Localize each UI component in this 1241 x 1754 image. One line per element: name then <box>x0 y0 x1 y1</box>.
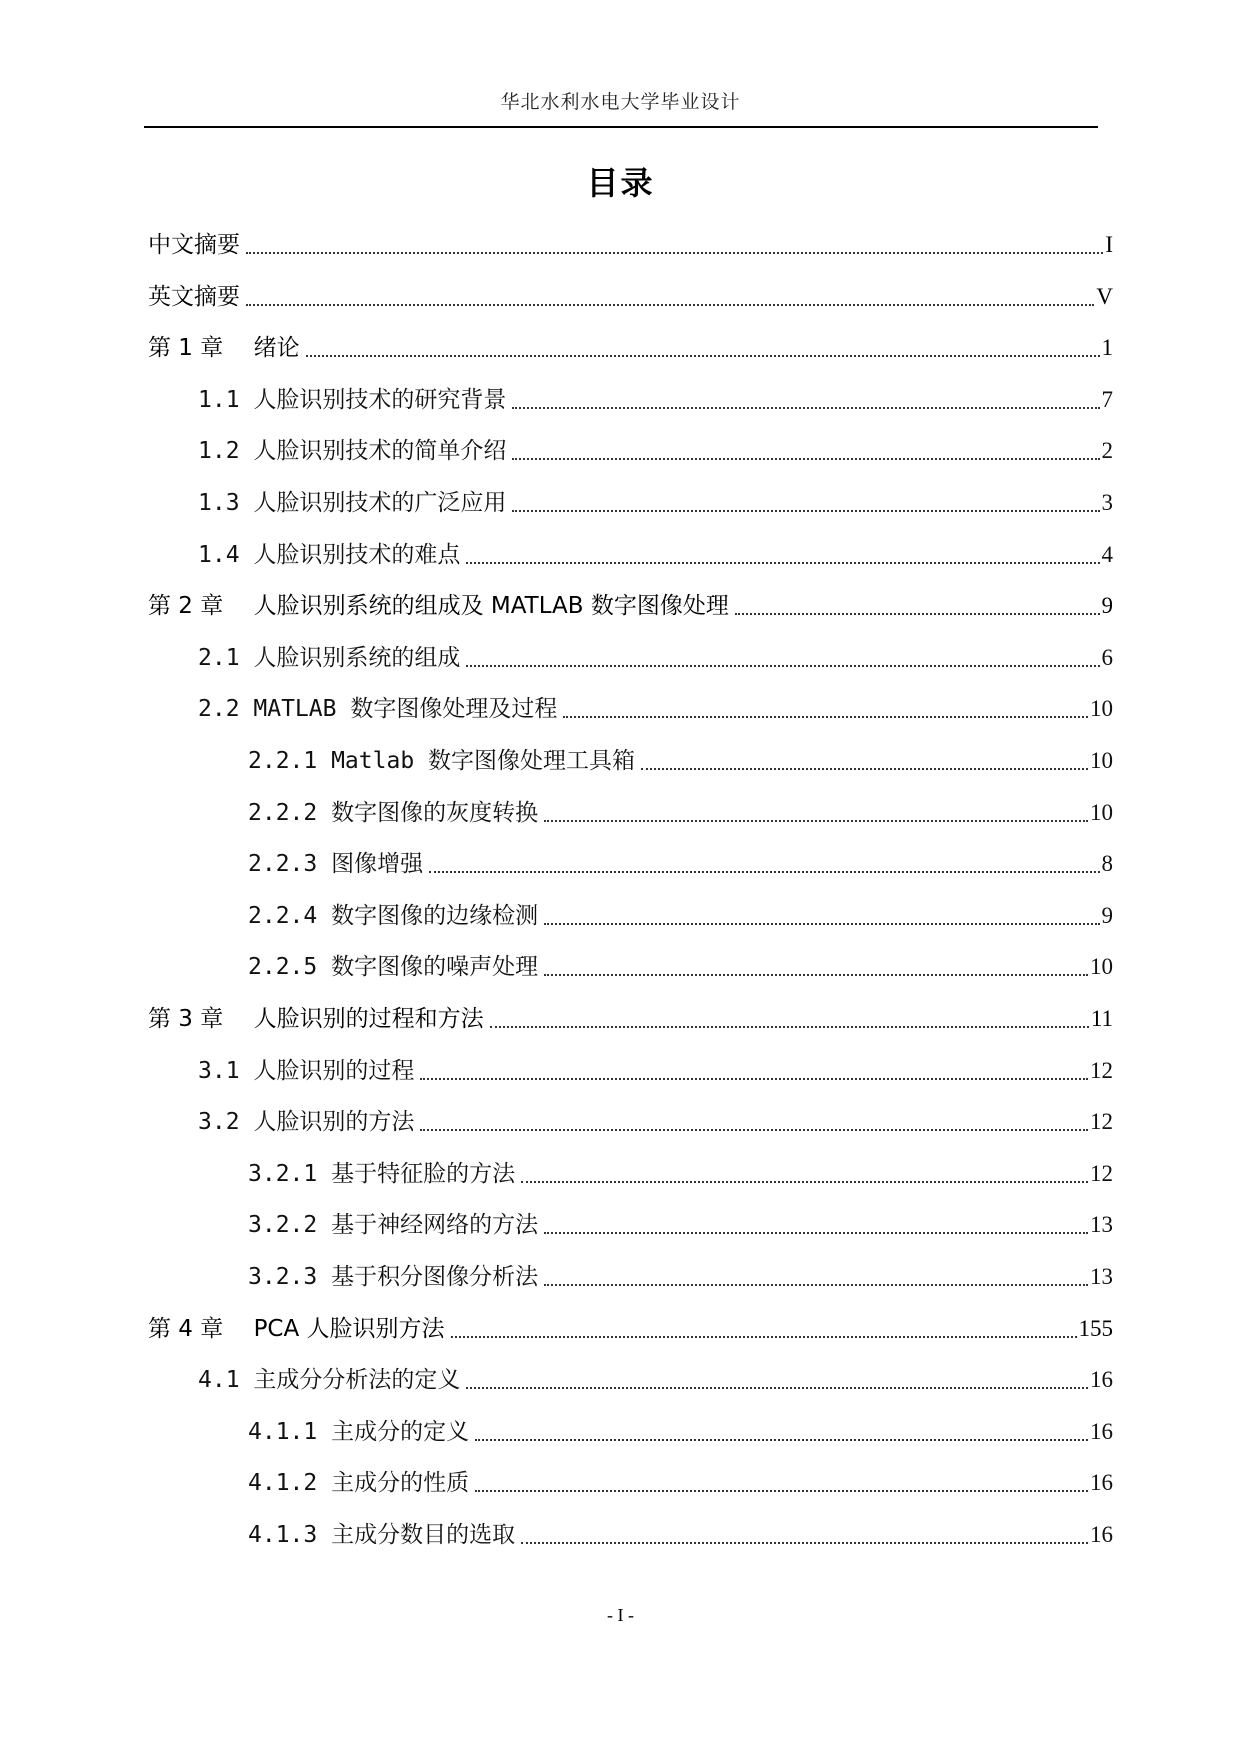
toc-entry-label: 第 1 章 绪论 <box>148 335 300 361</box>
toc-entry-label: 1.2 人脸识别技术的简单介绍 <box>198 438 507 464</box>
toc-entry-label: 2.2.5 数字图像的噪声处理 <box>248 954 539 980</box>
toc-entry-page: 13 <box>1090 1212 1113 1237</box>
toc-dot-leader <box>466 1386 1088 1389</box>
toc-entry-page: 16 <box>1090 1367 1113 1392</box>
toc-entry-page: 8 <box>1101 851 1113 876</box>
toc-entry[interactable] <box>248 1154 1113 1194</box>
toc-title: 目录 <box>586 164 655 202</box>
toc-entry-label: 2.2 MATLAB 数字图像处理及过程 <box>198 696 558 722</box>
toc-dot-leader <box>466 561 1099 564</box>
toc-entry[interactable] <box>148 586 1113 626</box>
toc-entry[interactable] <box>248 1515 1113 1555</box>
toc-entry[interactable] <box>248 793 1113 833</box>
toc-entry-label: 4.1 主成分分析法的定义 <box>198 1367 461 1393</box>
toc-entry-page: 7 <box>1101 387 1113 412</box>
toc-entry-label: 1.1 人脸识别技术的研究背景 <box>198 387 507 413</box>
toc-entry-page: 16 <box>1090 1470 1113 1495</box>
header-rule <box>144 126 1098 128</box>
page-number: - I - <box>607 1605 634 1625</box>
toc-dot-leader <box>544 819 1088 822</box>
toc-entry-page: 16 <box>1090 1419 1113 1444</box>
toc-entry[interactable] <box>148 999 1113 1039</box>
toc-entry-label: 3.2.3 基于积分图像分析法 <box>248 1264 539 1290</box>
toc-dot-leader <box>306 354 1100 357</box>
toc-entry-page: 12 <box>1090 1161 1113 1186</box>
toc-entry-page: 9 <box>1101 593 1113 618</box>
toc-entry[interactable] <box>248 844 1113 884</box>
toc-entry[interactable] <box>198 1360 1113 1400</box>
toc-entry-label: 3.2.2 基于神经网络的方法 <box>248 1212 539 1238</box>
toc-entry-label: 英文摘要 <box>148 284 240 310</box>
toc-entry[interactable] <box>148 328 1113 368</box>
toc-dot-leader <box>641 767 1088 770</box>
toc-entry-label: 第 2 章 人脸识别系统的组成及 MATLAB 数字图像处理 <box>148 593 729 619</box>
toc-dot-leader <box>475 1489 1088 1492</box>
toc-dot-leader <box>544 973 1088 976</box>
toc-entry[interactable] <box>198 431 1113 471</box>
toc-dot-leader <box>466 664 1099 667</box>
toc-entry-label: 3.2.1 基于特征脸的方法 <box>248 1161 516 1187</box>
toc-entry-label: 2.2.2 数字图像的灰度转换 <box>248 800 539 826</box>
toc-entry-page: 12 <box>1090 1058 1113 1083</box>
toc-entry[interactable] <box>248 1412 1113 1452</box>
toc-entry[interactable] <box>248 1463 1113 1503</box>
toc-dot-leader <box>521 1541 1088 1544</box>
toc-entry[interactable] <box>198 483 1113 523</box>
toc-entry-page: 155 <box>1078 1316 1113 1341</box>
toc-entry-label: 2.1 人脸识别系统的组成 <box>198 645 461 671</box>
toc-entry-page: 10 <box>1090 800 1113 825</box>
toc-dot-leader <box>420 1077 1088 1080</box>
toc-entry-page: V <box>1096 284 1113 309</box>
toc-entry[interactable] <box>248 896 1113 936</box>
toc-dot-leader <box>475 1438 1088 1441</box>
toc-entry-page: 10 <box>1090 696 1113 721</box>
toc-dot-leader <box>544 922 1099 925</box>
toc-dot-leader <box>521 1180 1088 1183</box>
toc-entry[interactable] <box>248 1257 1113 1297</box>
toc-entry-label: 4.1.2 主成分的性质 <box>248 1470 470 1496</box>
toc-entry-page: 10 <box>1090 748 1113 773</box>
toc-entry[interactable] <box>148 225 1113 265</box>
toc-entry-label: 3.1 人脸识别的过程 <box>198 1058 415 1084</box>
toc-dot-leader <box>512 406 1099 409</box>
toc-dot-leader <box>512 509 1099 512</box>
toc-entry-label: 中文摘要 <box>148 232 240 258</box>
toc-dot-leader <box>544 1283 1088 1286</box>
toc-entry-label: 4.1.1 主成分的定义 <box>248 1419 470 1445</box>
toc-entry-page: 11 <box>1090 1006 1113 1031</box>
toc-dot-leader <box>563 715 1088 718</box>
toc-dot-leader <box>246 303 1094 306</box>
toc-entry-page: 1 <box>1101 335 1113 360</box>
toc-entry-label: 第 4 章 PCA 人脸识别方法 <box>148 1316 445 1342</box>
toc-entry-label: 1.3 人脸识别技术的广泛应用 <box>198 490 507 516</box>
toc-dot-leader <box>420 1128 1088 1131</box>
toc-entry-label: 2.2.4 数字图像的边缘检测 <box>248 903 539 929</box>
toc-entry[interactable] <box>248 741 1113 781</box>
toc-entry-page: I <box>1105 232 1113 257</box>
toc-entry[interactable] <box>248 1205 1113 1245</box>
toc-entry[interactable] <box>198 689 1113 729</box>
toc-dot-leader <box>735 612 1100 615</box>
toc-dot-leader <box>246 251 1103 254</box>
toc-entry-label: 2.2.1 Matlab 数字图像处理工具箱 <box>248 748 636 774</box>
toc-entry[interactable] <box>148 1309 1113 1349</box>
toc-dot-leader <box>429 870 1099 873</box>
toc-dot-leader <box>512 457 1099 460</box>
toc-entry-page: 16 <box>1090 1522 1113 1547</box>
toc-entry-page: 3 <box>1101 490 1113 515</box>
toc-entry[interactable] <box>248 947 1113 987</box>
toc-entry[interactable] <box>198 380 1113 420</box>
toc-entry[interactable] <box>148 277 1113 317</box>
toc-entry[interactable] <box>198 1051 1113 1091</box>
toc-entry-label: 2.2.3 图像增强 <box>248 851 424 877</box>
toc-entry-page: 6 <box>1101 645 1113 670</box>
toc-dot-leader <box>544 1231 1088 1234</box>
running-header: 华北水利水电大学毕业设计 <box>500 91 741 113</box>
toc-dot-leader <box>490 1025 1089 1028</box>
toc-entry-page: 12 <box>1090 1109 1113 1134</box>
toc-entry-label: 4.1.3 主成分数目的选取 <box>248 1522 516 1548</box>
toc-entry-label: 第 3 章 人脸识别的过程和方法 <box>148 1006 484 1032</box>
toc-entry[interactable] <box>198 535 1113 575</box>
toc-entry-label: 1.4 人脸识别技术的难点 <box>198 542 461 568</box>
toc-entry-page: 10 <box>1090 954 1113 979</box>
toc-entry-page: 2 <box>1101 438 1113 463</box>
toc-entry[interactable] <box>198 638 1113 678</box>
toc-dot-leader <box>451 1335 1077 1338</box>
toc-entry-page: 13 <box>1090 1264 1113 1289</box>
toc-entry-label: 3.2 人脸识别的方法 <box>198 1109 415 1135</box>
toc-entry-page: 9 <box>1101 903 1113 928</box>
toc-entry-page: 4 <box>1101 542 1113 567</box>
toc-entry[interactable] <box>198 1102 1113 1142</box>
